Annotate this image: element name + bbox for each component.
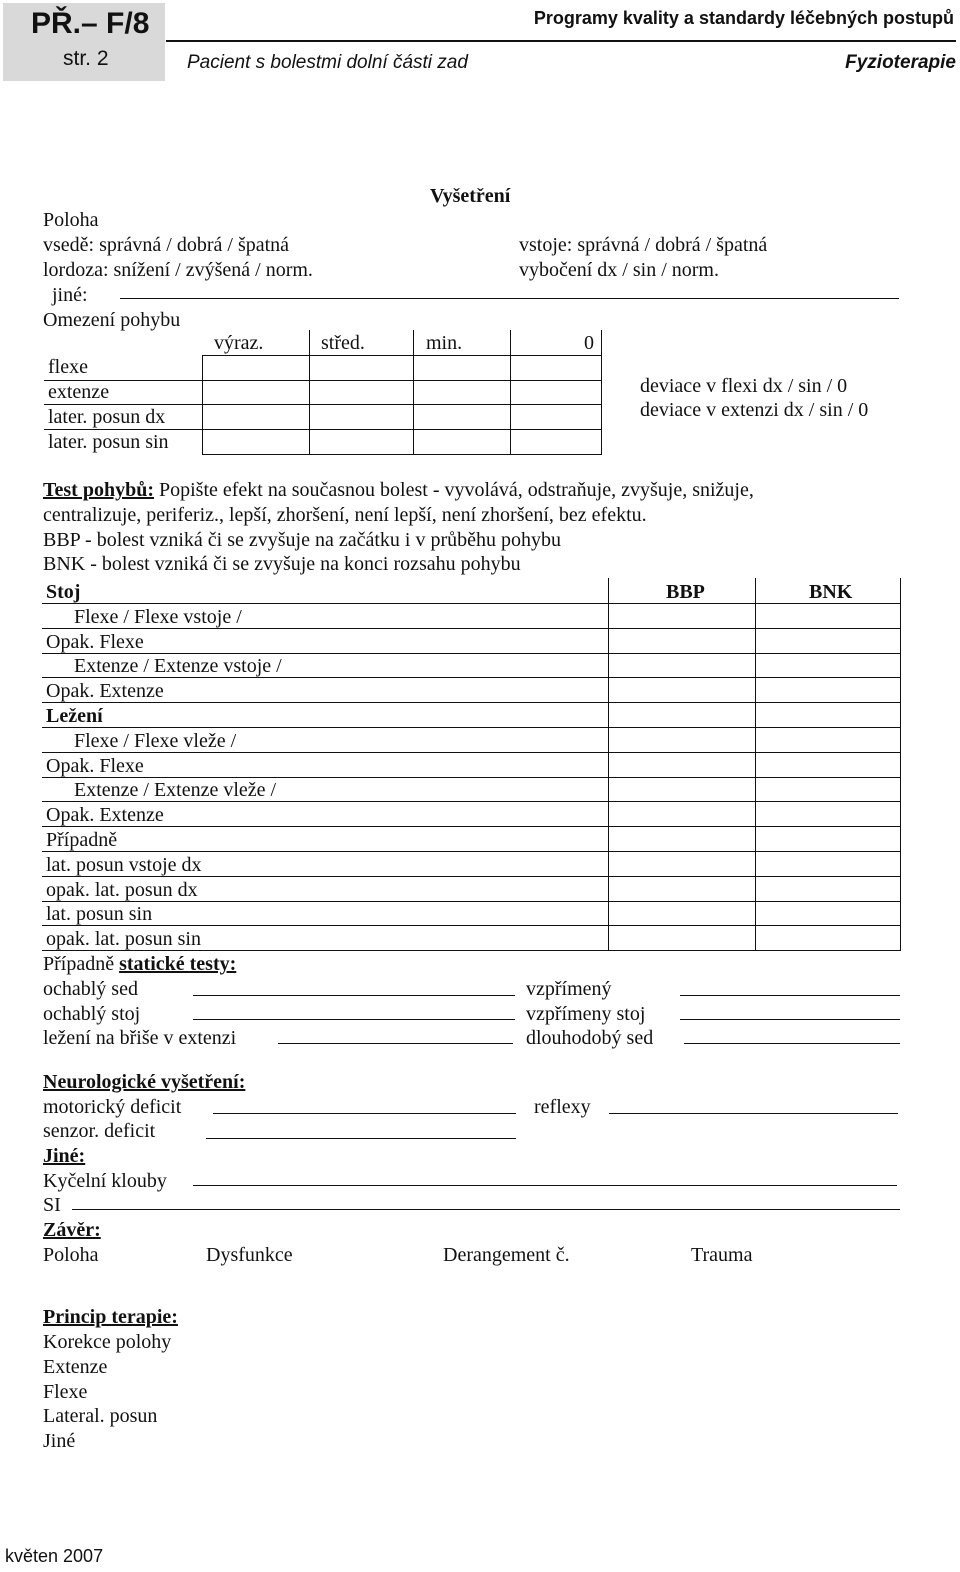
document-section: Fyzioterapie bbox=[845, 52, 956, 73]
movement-test-intro bbox=[43, 478, 754, 502]
mt-hline bbox=[44, 404, 602, 405]
sensory-deficit: senzor. deficit bbox=[43, 1120, 156, 1142]
upright-standing-line[interactable] bbox=[680, 1019, 900, 1020]
col-minimal: min. bbox=[426, 332, 463, 354]
test-row-label: Flexe / Flexe vstoje / bbox=[74, 605, 242, 628]
test-row-label: opak. lat. posun dx bbox=[46, 878, 198, 901]
test-row-label: opak. lat. posun sin bbox=[46, 928, 201, 951]
footer-date: květen 2007 bbox=[5, 1546, 104, 1566]
mt-hline bbox=[202, 355, 602, 356]
bnk-definition: BNK - bolest vzniká či se zvyšuje na konci rozsahu pohybu bbox=[43, 553, 521, 575]
therapy-lateral-shift[interactable]: Lateral. posun bbox=[43, 1405, 158, 1427]
conclusion-heading: Závěr: bbox=[43, 1219, 101, 1241]
col-moderate: střed. bbox=[321, 332, 365, 354]
test-row-rule bbox=[42, 628, 901, 629]
other-heading: Jiné: bbox=[43, 1145, 86, 1167]
slack-standing: ochablý stoj bbox=[43, 1003, 141, 1025]
col-bbp: BBP bbox=[666, 581, 705, 603]
lateral-shift: vybočení dx / sin / norm. bbox=[519, 259, 719, 281]
upright-sitting-line[interactable] bbox=[680, 995, 900, 996]
posture-label: Poloha bbox=[43, 209, 99, 231]
motor-deficit: motorický deficit bbox=[43, 1096, 182, 1118]
test-row-label: Extenze / Extenze vleže / bbox=[74, 779, 277, 802]
movement-test-desc-2: centralizuje, periferiz., lepší, zhoršení, není lepší, není zhoršení, bez efektu. bbox=[43, 504, 647, 526]
reflexes-line[interactable] bbox=[609, 1113, 898, 1114]
mt-hline bbox=[44, 380, 602, 381]
bbp-definition: BBP - bolest vzniká či se zvyšuje na začátku i v průběhu pohybu bbox=[43, 529, 562, 551]
document-code: PŘ.– F/8 bbox=[31, 7, 150, 40]
mt-vline bbox=[510, 330, 511, 454]
slack-sitting: ochablý sed bbox=[43, 978, 138, 1000]
prone-extension-line[interactable] bbox=[278, 1043, 513, 1044]
movement-test-desc: Popište efekt na současnou bolest - vyvolává, odstraňuje, zvyšuje, snižuje, bbox=[153, 479, 754, 501]
test-row-rule bbox=[42, 801, 901, 802]
motion-row-flexion: flexe bbox=[48, 356, 88, 378]
test-row-rule bbox=[42, 901, 901, 902]
exam-title: Vyšetření bbox=[430, 185, 511, 207]
mt-hline bbox=[202, 454, 602, 455]
test-row-label: Extenze / Extenze vstoje / bbox=[74, 655, 282, 678]
motion-row-shift-sin: later. posun sin bbox=[48, 431, 169, 453]
test-row-label: Ležení bbox=[46, 705, 103, 727]
test-row-rule bbox=[42, 677, 901, 678]
upright-sitting: vzpřímený bbox=[526, 978, 612, 1000]
static-tests-heading: statické testy: bbox=[119, 953, 237, 975]
mt-vline bbox=[601, 330, 602, 454]
conclusion-posture[interactable]: Poloha bbox=[43, 1244, 99, 1266]
test-row-label: Případně bbox=[46, 829, 118, 851]
reflexes: reflexy bbox=[534, 1096, 591, 1118]
therapy-flexion[interactable]: Flexe bbox=[43, 1381, 88, 1403]
slack-sitting-line[interactable] bbox=[193, 995, 515, 996]
mt-vline bbox=[309, 330, 310, 454]
prolonged-sitting: dlouhodobý sed bbox=[526, 1027, 654, 1049]
conclusion-dysfunction[interactable]: Dysfunkce bbox=[206, 1244, 293, 1266]
test-row-label: lat. posun vstoje dx bbox=[46, 853, 202, 876]
test-row-label: Opak. Flexe bbox=[46, 630, 144, 653]
prolonged-sitting-line[interactable] bbox=[684, 1043, 900, 1044]
other-label: jiné: bbox=[52, 284, 88, 306]
test-row-rule bbox=[42, 752, 901, 753]
sitting-posture: vsedě: správná / dobrá / špatná bbox=[43, 234, 290, 256]
slack-standing-line[interactable] bbox=[193, 1019, 515, 1020]
page-code-box bbox=[3, 3, 165, 81]
hip-joints-line[interactable] bbox=[193, 1185, 897, 1186]
tt-vline bbox=[608, 578, 609, 950]
therapy-other[interactable]: Jiné bbox=[43, 1430, 76, 1452]
test-row-label: Stoj bbox=[46, 581, 81, 603]
si-joint: SI bbox=[43, 1194, 61, 1216]
deviation-extension: deviace v extenzi dx / sin / 0 bbox=[640, 399, 869, 421]
si-joint-line[interactable] bbox=[72, 1209, 900, 1210]
header-rule bbox=[166, 40, 956, 42]
motion-limit-title: Omezení pohybu bbox=[43, 309, 181, 331]
mt-hline bbox=[44, 429, 602, 430]
tt-vline bbox=[755, 578, 756, 950]
standing-posture: vstoje: správná / dobrá / špatná bbox=[519, 234, 768, 256]
deviation-flexion: deviace v flexi dx / sin / 0 bbox=[640, 375, 848, 397]
therapy-extension[interactable]: Extenze bbox=[43, 1356, 108, 1378]
therapy-posture-correction[interactable]: Korekce polohy bbox=[43, 1331, 172, 1353]
static-tests-intro bbox=[43, 952, 236, 976]
test-row-label: Flexe / Flexe vleže / bbox=[74, 729, 237, 752]
mt-vline bbox=[413, 330, 414, 454]
conclusion-trauma[interactable]: Trauma bbox=[691, 1244, 753, 1266]
test-row-label: lat. posun sin bbox=[46, 903, 153, 926]
hip-joints: Kyčelní klouby bbox=[43, 1170, 167, 1192]
therapy-heading: Princip terapie: bbox=[43, 1306, 178, 1328]
movement-test-heading: Test pohybů: bbox=[43, 479, 154, 501]
tt-vline bbox=[900, 578, 901, 950]
col-severe: výraz. bbox=[214, 332, 264, 354]
neuro-heading: Neurologické vyšetření: bbox=[43, 1071, 246, 1093]
test-row-label: Opak. Extenze bbox=[46, 804, 164, 827]
test-row-rule bbox=[42, 826, 901, 827]
page-number: str. 2 bbox=[63, 47, 109, 70]
test-row-label: Opak. Flexe bbox=[46, 754, 144, 777]
conclusion-derangement[interactable]: Derangement č. bbox=[443, 1244, 570, 1266]
motor-deficit-line[interactable] bbox=[213, 1113, 516, 1114]
sensory-deficit-line[interactable] bbox=[206, 1138, 516, 1139]
motion-row-shift-dx: later. posun dx bbox=[48, 406, 166, 428]
other-fill-line[interactable] bbox=[120, 298, 899, 299]
document-subtitle: Pacient s bolestmi dolní části zad bbox=[187, 52, 468, 73]
motion-row-extension: extenze bbox=[48, 381, 110, 403]
document-title: Programy kvality a standardy léčebných postupů bbox=[533, 8, 954, 28]
static-tests-prefix: Případně bbox=[43, 953, 120, 975]
mt-vline bbox=[202, 355, 203, 454]
prone-extension: ležení na břiše v extenzi bbox=[43, 1027, 237, 1049]
test-row-label: Opak. Extenze bbox=[46, 680, 164, 703]
col-none: 0 bbox=[584, 332, 594, 354]
lordosis: lordoza: snížení / zvýšená / norm. bbox=[43, 259, 313, 281]
test-row-rule bbox=[42, 702, 901, 703]
col-bnk: BNK bbox=[809, 581, 853, 603]
upright-standing: vzpřímeny stoj bbox=[526, 1003, 646, 1025]
